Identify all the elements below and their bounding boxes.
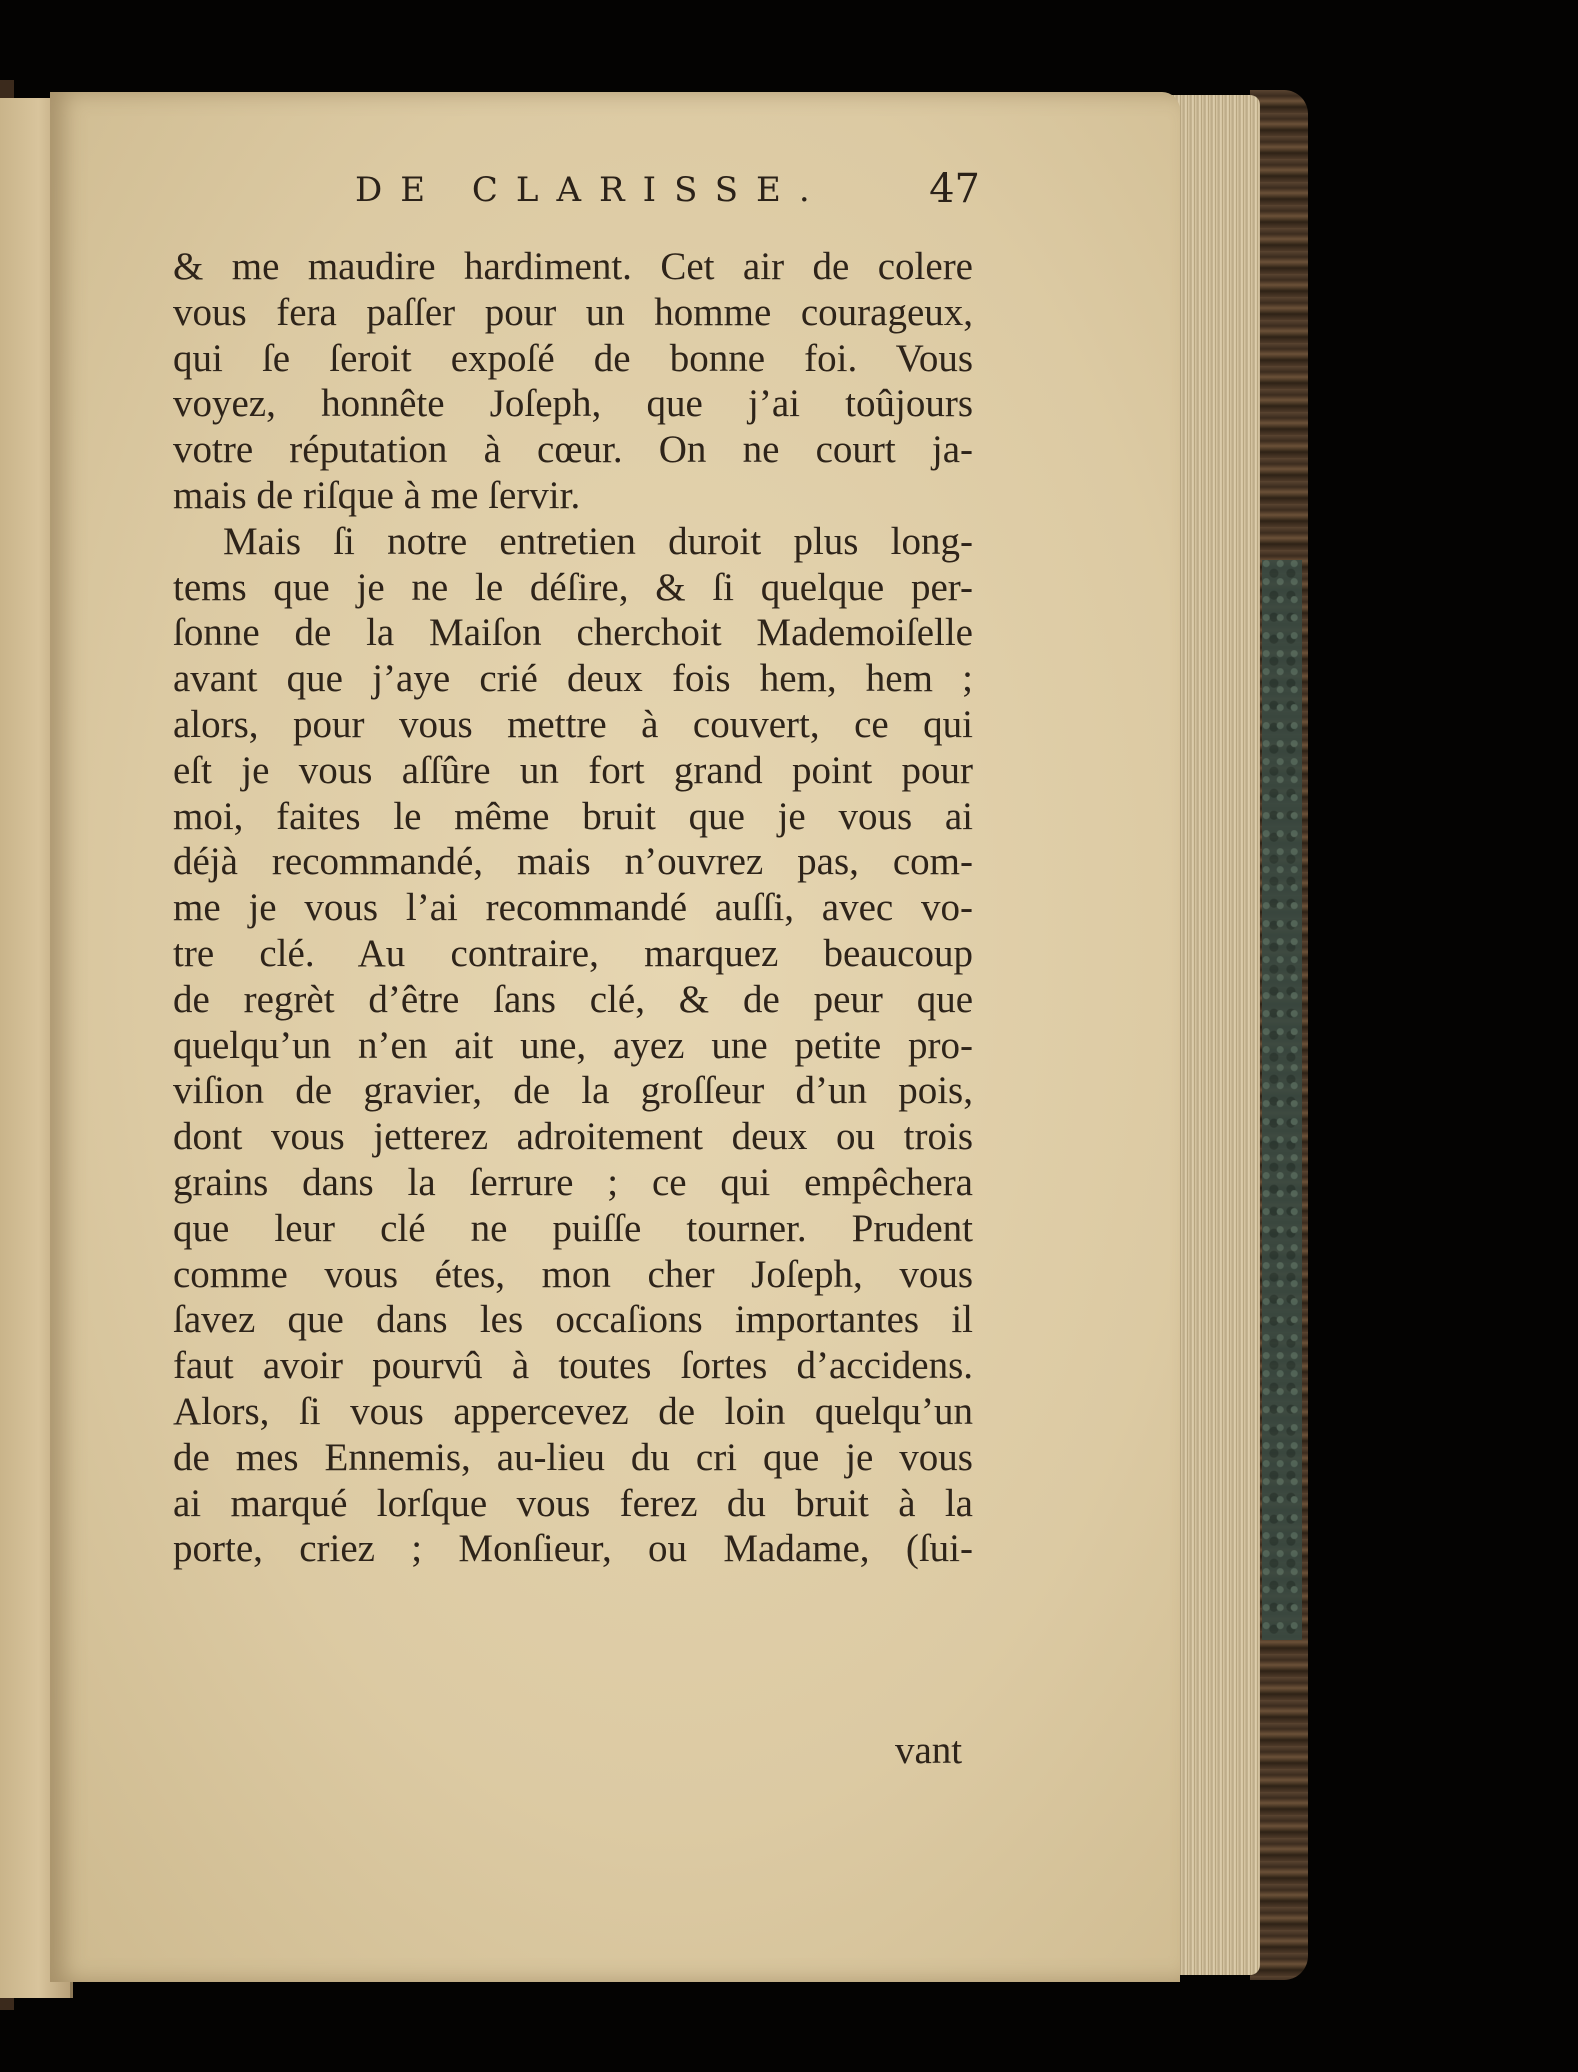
text-line: eſt je vous aſſûre un fort grand point pour [173, 748, 973, 792]
text-line: voyez, honnête Joſeph, que j’ai toûjours [173, 382, 973, 426]
text-line: quelqu’un n’en ait une, ayez une petite pro- [173, 1023, 973, 1067]
text-line: que leur clé ne puiſſe tourner. Prudent [173, 1206, 973, 1250]
text-line: ſavez que dans les occaſions importantes il [173, 1298, 973, 1342]
text-line: avant que j’aye crié deux fois hem, hem ; [173, 657, 973, 701]
text-line: comme vous étes, mon cher Joſeph, vous [173, 1252, 973, 1296]
text-line: Mais ſi notre entretien duroit plus long- [223, 519, 973, 563]
text-line: ai marqué lorſque vous ferez du bruit à la [173, 1481, 973, 1525]
text-line: Alors, ſi vous appercevez de loin quelqu’un [173, 1389, 973, 1433]
text-line: ſonne de la Maiſon cherchoit Mademoiſelle [173, 611, 973, 655]
text-line: mais de riſque à me ſervir. [173, 473, 581, 517]
text-line: faut avoir pourvû à toutes ſortes d’accidens. [173, 1344, 973, 1388]
page-number: 47 [929, 166, 980, 212]
text-line: porte, criez ; Monſieur, ou Madame, (ſui- [173, 1527, 973, 1571]
text-line: dont vous jetterez adroitement deux ou trois [173, 1115, 973, 1159]
text-line: votre réputation à cœur. On ne court ja- [173, 428, 973, 472]
marbled-cover [1262, 560, 1302, 1640]
running-head: DE CLARISSE. [355, 170, 828, 210]
text-line: viſion de gravier, de la groſſeur d’un pois, [173, 1069, 973, 1113]
text-line: qui ſe ſeroit expoſé de bonne foi. Vous [173, 336, 973, 380]
text-line: de regrèt d’être ſans clé, & de peur que [173, 977, 973, 1021]
page-header [355, 166, 980, 230]
text-line: me je vous l’ai recommandé auſſi, avec vo- [173, 886, 973, 930]
text-line: tems que je ne le déſire, & ſi quelque per- [173, 565, 973, 609]
text-line: déjà recommandé, mais n’ouvrez pas, com- [173, 840, 973, 884]
text-line: grains dans la ſerrure ; ce qui empêchera [173, 1160, 973, 1204]
text-line: de mes Ennemis, au-lieu du cri que je vous [173, 1435, 973, 1479]
body-text [173, 244, 973, 1572]
text-line: moi, faites le même bruit que je vous ai [173, 794, 973, 838]
text-line: tre clé. Au contraire, marquez beaucoup [173, 931, 973, 975]
text-line: vous fera paſſer pour un homme courageux, [173, 290, 973, 334]
text-line: alors, pour vous mettre à couvert, ce qui [173, 702, 973, 746]
text-line: & me maudire hardiment. Cet air de colere [173, 245, 973, 288]
catchword: vant [895, 1729, 963, 1772]
